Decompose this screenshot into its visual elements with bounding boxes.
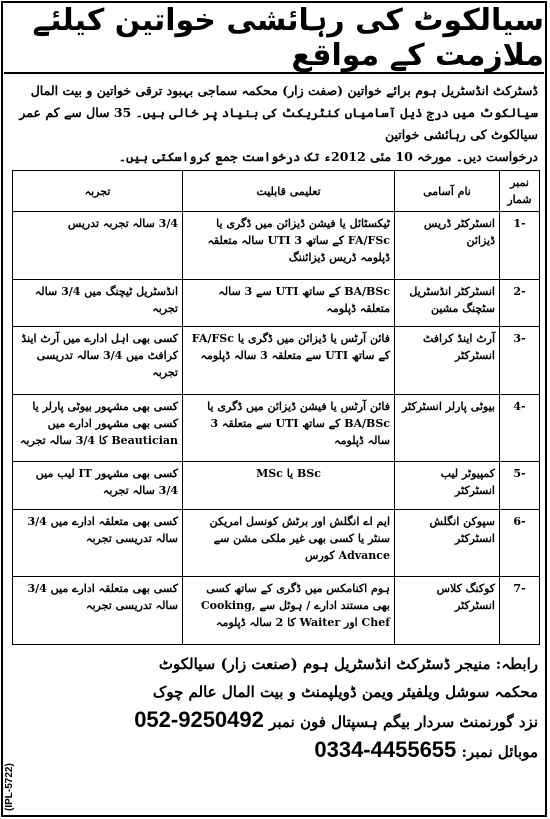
row-experience: کسی بھی مشہور بیوٹی پارلر یا کسی بھی مشہور ادارے میں Beautician کا 3/4 سالہ تجربہ: [13, 394, 183, 462]
table-row: [13, 462, 540, 510]
contact-line: [18, 736, 538, 766]
row-qualification: ایم اے انگلش اور برٹش کونسل امریکن سنٹر یا کسی بھی غیر ملکی مشن سے Advance کورس: [183, 509, 395, 577]
contact-line: محکمہ سوشل ویلفیئر ویمن ڈویلپمنٹ و بیت المال عالم چوک: [152, 683, 538, 701]
intro-line: ڈسٹرکٹ انڈسٹریل ہوم برائے خواتین (صفت زار) محکمہ سماجی بہبود ترقی خواتین و بیت المال: [30, 83, 538, 98]
header-experience: تجربہ: [13, 171, 183, 212]
row-post: انسٹرکٹر انڈسٹریل سٹچنگ مشین: [395, 279, 500, 327]
table-row: [13, 509, 540, 577]
row-number: -3: [500, 327, 540, 395]
contact-line: [18, 706, 538, 736]
row-qualification: ہوم اکنامکس میں ڈگری کے ساتھ کسی بھی مستند ادارے / ہوٹل سے Cooking, Chef اور Waiter کا 2 سالہ ڈپلومہ: [183, 577, 395, 645]
table-row: [13, 394, 540, 462]
table-row: [13, 279, 540, 327]
row-qualification: BSc یا MSc: [183, 462, 395, 510]
row-post: کوکنگ کلاس انسٹرکٹر: [395, 577, 500, 645]
jobs-table: [12, 170, 540, 645]
table-row: [13, 327, 540, 395]
row-post: کمپیوٹر لیب انسٹرکٹر: [395, 462, 500, 510]
row-experience: 3/4 سالہ تجربہ تدریس: [13, 212, 183, 280]
mobile-label: موبائل نمبر:: [461, 743, 538, 761]
row-experience: کسی بھی اہل ادارے میں آرٹ اینڈ کرافٹ میں 3/4 سالہ تدریسی تجربہ: [13, 327, 183, 395]
phone-number: 052-9250492: [134, 707, 264, 732]
header-qualification: تعلیمی قابلیت: [183, 171, 395, 212]
row-number: -4: [500, 394, 540, 462]
row-qualification: فائن آرٹس یا ڈیزائن میں ڈگری یا FA/FSc کے ساتھ UTI سے متعلقہ 3 سالہ ڈپلومہ: [183, 327, 395, 395]
row-experience: انڈسٹریل ٹیچنگ میں 3/4 سالہ تجربہ: [13, 279, 183, 327]
header-post: نام آسامی: [395, 171, 500, 212]
mobile-number: 0334-4455655: [314, 737, 457, 762]
phone-label: نزد گورنمنٹ سردار بیگم ہسپتال فون نمبر: [269, 713, 538, 731]
row-number: -2: [500, 279, 540, 327]
row-number: -5: [500, 462, 540, 510]
row-qualification: BA/BSc کے ساتھ UTI سے 3 سالہ متعلقہ ڈپلومہ: [183, 279, 395, 327]
contact-line: رابطہ: منیجر ڈسٹرکٹ انڈسٹریل ہوم (صنعت زار) سیالکوٹ: [158, 655, 538, 673]
row-post: سپوکن انگلش انسٹرکٹر: [395, 509, 500, 577]
reference-code: (IPL-5722): [4, 763, 15, 811]
row-number: -6: [500, 509, 540, 577]
table-header-row: [13, 171, 540, 212]
table-row: [13, 577, 540, 645]
intro-line: سیالکوٹ میں درج ذیل آسامیاں کنٹریکٹ کی بنیاد پر خالی ہیں۔ 35 سال سے کم عمر سیالکوٹ کی رہائشی خواتین: [19, 105, 538, 142]
row-experience: کسی بھی متعلقہ ادارے میں 3/4 سالہ تدریسی تجربہ: [13, 577, 183, 645]
row-experience: کسی بھی متعلقہ ادارے میں 3/4 سالہ تدریسی تجربہ: [13, 509, 183, 577]
row-number: -7: [500, 577, 540, 645]
intro-text: [18, 80, 538, 168]
row-post: آرٹ اینڈ کرافٹ انسٹرکٹر: [395, 327, 500, 395]
row-qualification: ٹیکسٹائل یا فیشن ڈیزائن میں ڈگری یا FA/FSc کے ساتھ UTI 3 سالہ متعلقہ ڈپلومہ ڈریس ڈیزائننگ: [183, 212, 395, 280]
row-post: بیوٹی پارلر انسٹرکٹر: [395, 394, 500, 462]
ad-title: سیالکوٹ کی رہائشی خواتین کیلئے ملازمت کے مواقع: [4, 4, 544, 74]
row-number: -1: [500, 212, 540, 280]
contact-block: [18, 650, 538, 766]
row-qualification: فائن آرٹس یا فیشن ڈیزائن میں ڈگری یا BA/BSc کے ساتھ UTI سے متعلقہ 3 سالہ ڈپلومہ: [183, 394, 395, 462]
intro-line: درخواست دیں۔ مورخہ 10 مئی 2012ء تک درخواست جمع کرواسکتی ہیں۔: [118, 149, 538, 164]
row-post: انسٹرکٹر ڈریس ڈیزائن: [395, 212, 500, 280]
header-number: نمبر شمار: [500, 171, 540, 212]
table-row: [13, 212, 540, 280]
row-experience: کسی بھی مشہور IT لیب میں 3/4 سالہ تجربہ: [13, 462, 183, 510]
